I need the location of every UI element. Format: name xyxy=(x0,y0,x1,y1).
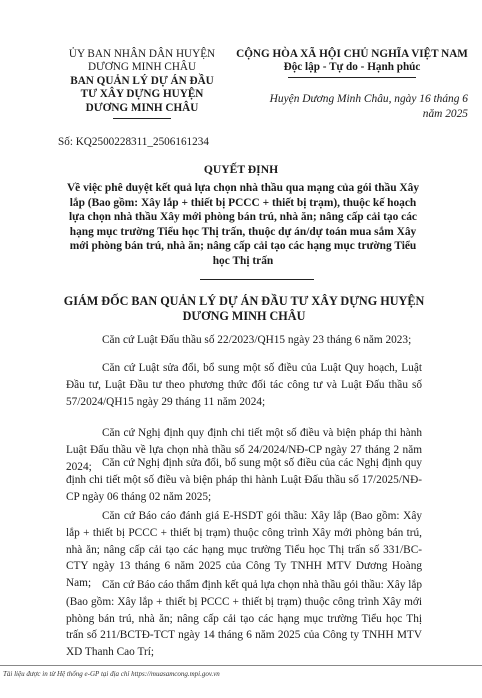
date-line-2: năm 2025 xyxy=(422,107,468,120)
footer-divider xyxy=(0,665,482,666)
legal-basis-paragraph xyxy=(66,332,422,349)
document-subject: Về việc phê duyệt kết quả lựa chọn nhà thầu qua mạng của gói thầu Xây lắp (Bao gồm: Xây lắp + thiết bị PCCC + thiết bị trạm), thuộc kế hoạch lựa chọn nhà thầu Xây mới phòng bán trú, nhà ăn; nâng cấp cải tạo các hạng mục trường Tiểu học Thị trấn, thuộc dự án/dự toán mua sắm Xây mới phòng bán trú, nhà ăn; nâng cấp cải tạo các hạng mục trường Tiểu học Thị trấn xyxy=(66,182,420,267)
director-line-1: GIÁM ĐỐC BAN QUẢN LÝ DỰ ÁN ĐẦU TƯ XÂY DỰNG HUYỆN xyxy=(63,294,425,308)
nation-name: CỘNG HÒA XÃ HỘI CHỦ NGHĨA VIỆT NAM xyxy=(236,48,468,60)
agency-line-3: BAN QUẢN LÝ DỰ ÁN ĐẦU xyxy=(70,74,214,87)
national-motto-block xyxy=(234,48,470,75)
document-title: QUYẾT ĐỊNH xyxy=(203,163,279,176)
agency-line-5: DƯƠNG MINH CHÂU xyxy=(85,101,199,114)
agency-underline xyxy=(113,118,171,119)
legal-basis-paragraph xyxy=(66,455,422,505)
agency-line-1: ỦY BAN NHÂN DÂN HUYỆN xyxy=(68,48,216,60)
agency-line-2: DƯƠNG MINH CHÂU xyxy=(87,61,197,74)
agency-line-4: TƯ XÂY DỰNG HUYỆN xyxy=(80,88,204,101)
subject-underline xyxy=(200,279,314,280)
issue-date xyxy=(240,92,468,121)
legal-basis-paragraph xyxy=(66,360,422,410)
paragraph-text: Căn cứ Luật Đấu thầu số 22/2023/QH15 ngày 23 tháng 6 năm 2023; xyxy=(102,334,412,346)
date-line-1: Huyện Dương Minh Châu, ngày 16 tháng 6 xyxy=(269,93,468,105)
legal-basis-paragraph xyxy=(66,577,422,661)
paragraph-text: Căn cứ Báo cáo đánh giá E-HSDT gói thầu: Xây lắp (Bao gồm: Xây lắp + thiết bị PCCC + thiết bị trạm) thuộc công trình Xây mới phòng bán trú, nhà ăn; nâng cấp cải tạo các hạng mục trường Tiểu học Thị trấn số 331/BC-CTY ngày 13 tháng 6 năm 2025 của Công Ty TNHH MTV Dương Hoàng Nam; xyxy=(66,510,422,590)
document-number: Số: KQ2500228311_2506161234 xyxy=(58,136,209,148)
footer-note: Tài liệu được in từ Hệ thống e-GP tại địa chỉ https://muasamcong.mpi.gov.vn xyxy=(3,670,220,678)
paragraph-text: Căn cứ Nghị định quy định chi tiết một số điều và biện pháp thi hành Luật Đấu thầu về lựa chọn nhà thầu số 24/2024/NĐ-CP ngày 27 tháng 2 năm 2024; xyxy=(66,427,422,473)
paragraph-text: Căn cứ Báo cáo thẩm định kết quả lựa chọn nhà thầu gói thầu: Xây lắp (Bao gồm: Xây lắp + thiết bị PCCC + thiết bị trạm) thuộc công trình Xây mới phòng bán trú, nhà ăn; nâng cấp cải tạo các hạng mục trường Tiểu học Thị trấn số 211/BCTĐ-TCT ngày 14 tháng 6 năm 2025 của Công ty TNHH MTV XD Thanh Cao Trí; xyxy=(66,579,422,659)
director-heading xyxy=(60,294,428,325)
director-line-2: DƯƠNG MINH CHÂU xyxy=(182,309,306,324)
motto-underline xyxy=(288,77,416,78)
paragraph-text: Căn cứ Luật sửa đổi, bổ sung một số điều của Luật Quy hoạch, Luật Đầu tư, Luật Đầu tư theo phương thức đối tác công tư và Luật Đấu thầu số 57/2024/QH15 ngày 29 tháng 11 năm 2024; xyxy=(66,362,422,408)
issuing-agency-block xyxy=(52,48,232,115)
motto: Độc lập - Tự do - Hạnh phúc xyxy=(283,61,421,74)
paragraph-text: Căn cứ Nghị định sửa đổi, bổ sung một số điều của các Nghị định quy định chi tiết một số điều và biện pháp thi hành Luật Đấu thầu số 17/2025/NĐ-CP ngày 06 tháng 02 năm 2025; xyxy=(66,457,422,503)
